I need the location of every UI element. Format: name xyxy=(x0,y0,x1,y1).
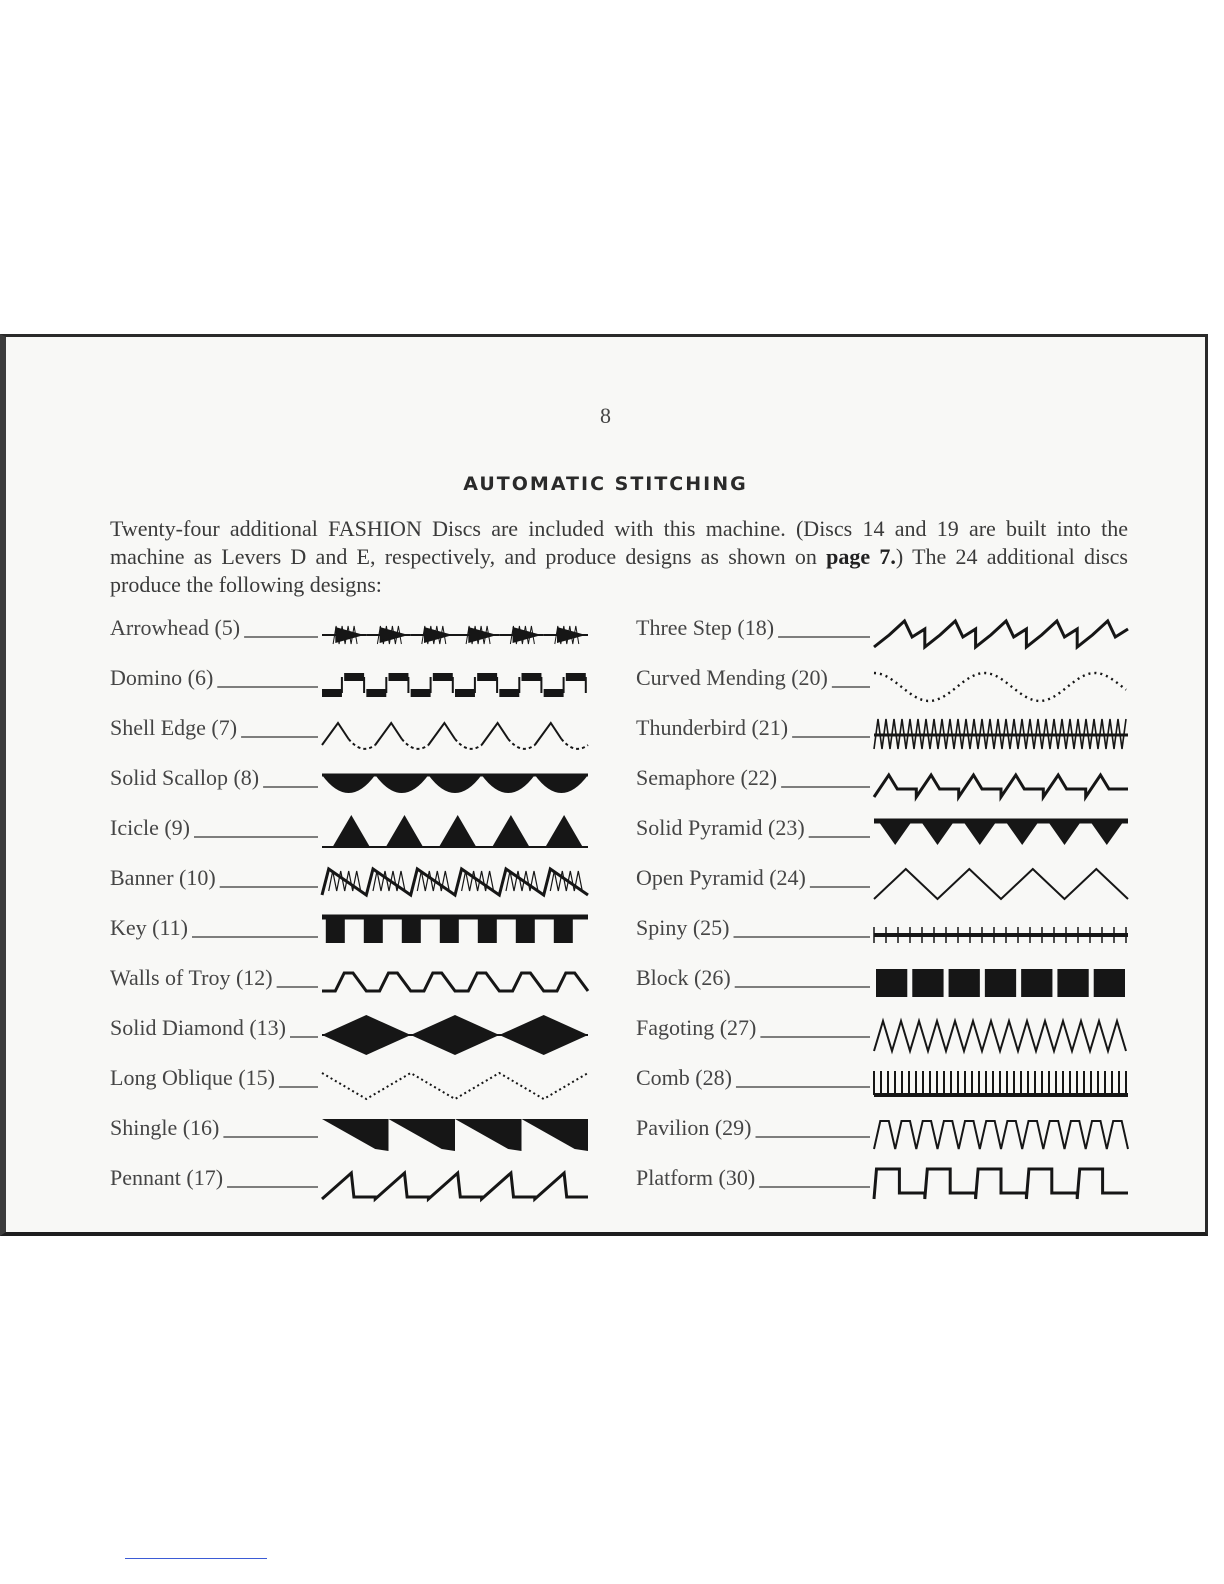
design-row-domino xyxy=(110,659,600,709)
stitch-spiny xyxy=(874,927,1128,943)
page-number: 8 xyxy=(600,403,611,428)
stitch-thunderbird xyxy=(874,719,1128,749)
design-row-banner xyxy=(110,859,600,909)
design-label: Shingle (16) xyxy=(110,1115,220,1140)
section-heading: AUTOMATIC STITCHING xyxy=(463,473,748,495)
intro-paragraph xyxy=(110,515,1128,599)
design-row-spiny xyxy=(636,909,1136,959)
design-label: Banner (10) xyxy=(110,865,216,890)
design-label: Pennant (17) xyxy=(110,1165,224,1190)
stitch-domino xyxy=(322,673,586,697)
design-label: Thunderbird (21) xyxy=(636,715,789,740)
stitch-key xyxy=(322,917,588,943)
stitch-pavilion xyxy=(874,1121,1128,1149)
design-row-icicle xyxy=(110,809,600,859)
design-label: Arrowhead (5) xyxy=(110,615,241,640)
stitch-semaphore xyxy=(874,775,1128,797)
stitch-fagoting xyxy=(874,1021,1126,1051)
design-label: Key (11) xyxy=(110,915,188,940)
design-label: Three Step (18) xyxy=(636,615,775,640)
design-row-shingle xyxy=(110,1109,600,1159)
design-label: Solid Pyramid (23) xyxy=(636,815,805,840)
design-row-curved-mending xyxy=(636,659,1136,709)
design-label: Spiny (25) xyxy=(636,915,730,940)
design-row-three-step xyxy=(636,609,1136,659)
design-row-open-pyramid xyxy=(636,859,1136,909)
design-label: Pavilion (29) xyxy=(636,1115,752,1140)
stitch-three-step xyxy=(874,621,1128,647)
design-row-thunderbird xyxy=(636,709,1136,759)
stitch-walls-of-troy xyxy=(322,973,588,991)
design-row-solid-diamond xyxy=(110,1009,600,1059)
design-row-comb xyxy=(636,1059,1136,1109)
stitch-icicle xyxy=(322,815,588,847)
design-label: Domino (6) xyxy=(110,665,214,690)
stitch-open-pyramid xyxy=(874,869,1128,899)
stitch-solid-diamond xyxy=(322,1015,588,1055)
design-label: Long Oblique (15) xyxy=(110,1065,275,1090)
design-row-pavilion xyxy=(636,1109,1136,1159)
design-row-platform xyxy=(636,1159,1136,1209)
design-label: Comb (28) xyxy=(636,1065,732,1090)
page-reference: page 7. xyxy=(826,544,896,569)
design-list-right xyxy=(636,609,1136,1209)
design-label: Semaphore (22) xyxy=(636,765,778,790)
design-label: Block (26) xyxy=(636,965,731,990)
design-label: Shell Edge (7) xyxy=(110,715,238,740)
design-row-walls-of-troy xyxy=(110,959,600,1009)
stitch-long-oblique xyxy=(322,1073,588,1099)
design-row-shell-edge xyxy=(110,709,600,759)
design-list-left xyxy=(110,609,600,1209)
stitch-banner xyxy=(322,869,588,895)
stitch-arrowhead xyxy=(322,626,588,644)
footer-rule xyxy=(125,1558,267,1559)
design-label: Icicle (9) xyxy=(110,815,190,840)
design-row-semaphore xyxy=(636,759,1136,809)
design-row-block xyxy=(636,959,1136,1009)
intro-text-start: Twenty-four additional FASHION Discs are included with this machine. (Discs 14 and 19 are built into the machine as Levers D and E, respectively, and produce designs as shown on xyxy=(110,516,1128,569)
stitch-comb xyxy=(874,1071,1128,1095)
manual-page xyxy=(0,334,1208,1236)
design-label: Solid Scallop (8) xyxy=(110,765,260,790)
stitch-shingle xyxy=(322,1119,588,1151)
design-label: Solid Diamond (13) xyxy=(110,1015,286,1040)
design-label: Curved Mending (20) xyxy=(636,665,828,690)
design-row-solid-pyramid xyxy=(636,809,1136,859)
design-row-fagoting xyxy=(636,1009,1136,1059)
stitch-curved-mending xyxy=(874,673,1126,701)
stitch-shell-edge xyxy=(322,723,588,749)
design-row-long-oblique xyxy=(110,1059,600,1109)
design-row-solid-scallop xyxy=(110,759,600,809)
design-label: Fagoting (27) xyxy=(636,1015,757,1040)
stitch-solid-scallop xyxy=(322,775,588,793)
design-row-key xyxy=(110,909,600,959)
intro-text-end: ) The 24 additional discs produce the following designs: xyxy=(110,544,1128,597)
design-label: Walls of Troy (12) xyxy=(110,965,273,990)
design-label: Open Pyramid (24) xyxy=(636,865,806,890)
design-row-pennant xyxy=(110,1159,600,1209)
design-label: Platform (30) xyxy=(636,1165,756,1190)
stitch-block xyxy=(876,969,1125,997)
stitch-solid-pyramid xyxy=(874,821,1128,845)
stitch-pennant xyxy=(322,1173,588,1199)
stitch-platform xyxy=(874,1169,1128,1199)
design-row-arrowhead xyxy=(110,609,600,659)
